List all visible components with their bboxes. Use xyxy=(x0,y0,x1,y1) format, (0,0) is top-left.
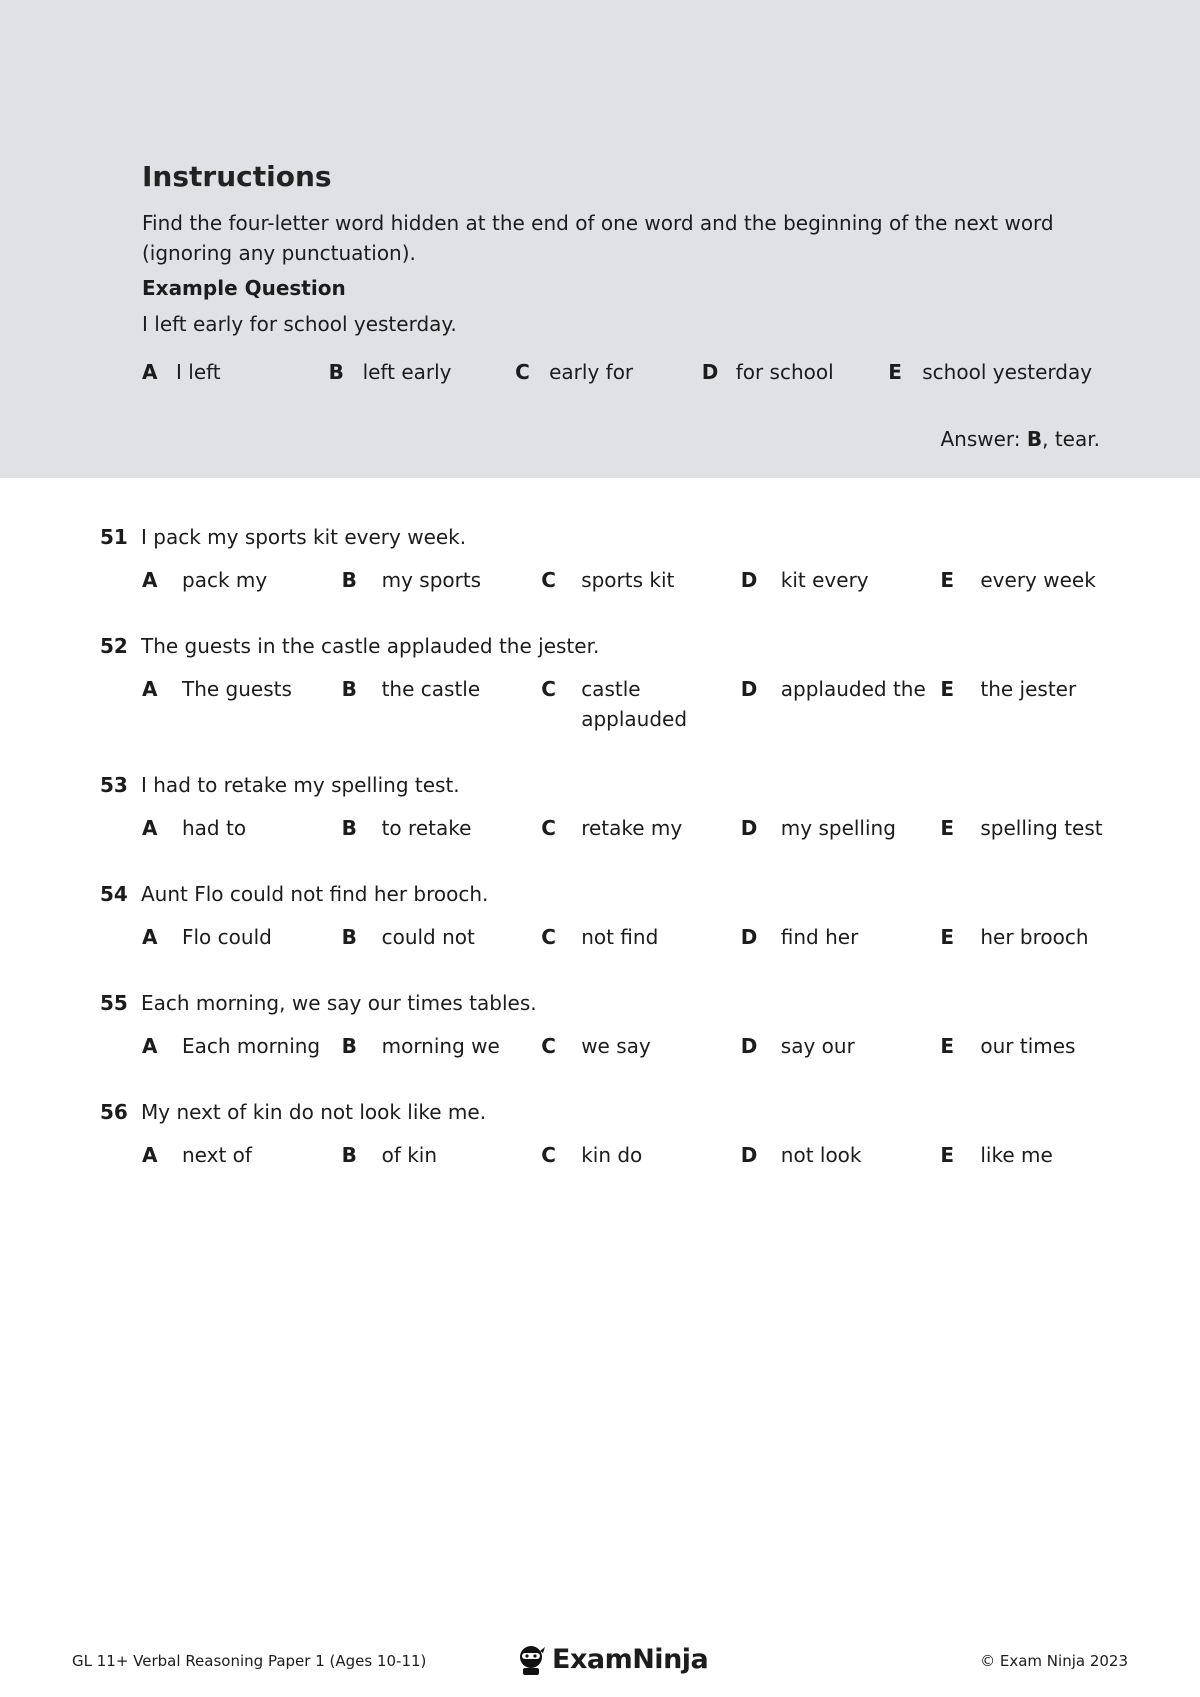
option-letter: D xyxy=(701,360,719,384)
option-text: like me xyxy=(980,1143,1053,1167)
option-text: her brooch xyxy=(980,925,1089,949)
answer-options xyxy=(142,1140,1140,1170)
page-footer xyxy=(0,1640,1200,1680)
question-number: 51 xyxy=(100,525,128,549)
option-d[interactable] xyxy=(741,1140,941,1170)
option-letter: B xyxy=(341,816,357,840)
option-text: Each morning xyxy=(182,1034,321,1058)
option-text: left early xyxy=(362,360,452,384)
question-56 xyxy=(100,1098,1140,1170)
option-letter: D xyxy=(740,925,758,949)
option-letter: E xyxy=(888,360,902,384)
copyright: © Exam Ninja 2023 xyxy=(980,1652,1128,1670)
option-d[interactable] xyxy=(741,813,941,843)
option-letter: C xyxy=(515,360,530,384)
option-letter: B xyxy=(341,677,357,701)
option-letter: D xyxy=(740,677,758,701)
option-letter: C xyxy=(541,677,556,701)
answer-letter: B xyxy=(1026,427,1043,451)
question-number: 54 xyxy=(100,882,128,906)
question-sentence: I had to retake my spelling test. xyxy=(141,773,460,797)
option-e[interactable] xyxy=(940,813,1140,843)
question-sentence: I pack my sports kit every week. xyxy=(141,525,467,549)
option-a[interactable] xyxy=(142,565,342,595)
example-option xyxy=(888,360,1102,384)
answer-options xyxy=(142,674,1140,734)
option-c[interactable] xyxy=(541,565,741,595)
option-text: early for xyxy=(549,360,634,384)
option-letter: C xyxy=(541,1034,556,1058)
answer-options xyxy=(142,1031,1140,1061)
option-letter: D xyxy=(740,816,758,840)
option-text: morning we xyxy=(381,1034,500,1058)
option-letter: B xyxy=(341,1034,357,1058)
option-text: my spelling xyxy=(780,816,896,840)
example-option xyxy=(515,360,702,384)
option-text: applauded the xyxy=(780,677,926,701)
option-b[interactable] xyxy=(342,565,542,595)
option-letter: C xyxy=(541,816,556,840)
example-option xyxy=(329,360,516,384)
option-b[interactable] xyxy=(342,1140,542,1170)
option-e[interactable] xyxy=(940,922,1140,952)
question-sentence: My next of kin do not look like me. xyxy=(141,1100,487,1124)
option-letter: A xyxy=(142,1034,158,1058)
example-sentence: I left early for school yesterday. xyxy=(142,312,457,336)
option-letter: A xyxy=(142,925,158,949)
question-number: 55 xyxy=(100,991,128,1015)
option-letter: A xyxy=(142,1143,158,1167)
option-e[interactable] xyxy=(940,1140,1140,1170)
ninja-icon xyxy=(516,1642,546,1676)
question-52 xyxy=(100,632,1140,734)
option-text: could not xyxy=(381,925,475,949)
option-b[interactable] xyxy=(342,813,542,843)
option-letter: B xyxy=(341,568,357,592)
option-a[interactable] xyxy=(142,674,342,734)
option-text: kin do xyxy=(581,1143,643,1167)
option-letter: E xyxy=(940,1143,955,1167)
option-e[interactable] xyxy=(940,674,1140,734)
option-letter: C xyxy=(541,568,556,592)
instructions-panel xyxy=(0,0,1200,478)
option-text: had to xyxy=(182,816,247,840)
option-letter: E xyxy=(940,568,955,592)
option-text: spelling test xyxy=(980,816,1103,840)
question-sentence: The guests in the castle applauded the jester. xyxy=(141,634,600,658)
paper-title: GL 11+ Verbal Reasoning Paper 1 (Ages 10-11) xyxy=(72,1652,427,1670)
option-letter: D xyxy=(740,568,758,592)
option-letter: D xyxy=(740,1143,758,1167)
option-text: my sports xyxy=(381,568,482,592)
option-b[interactable] xyxy=(342,922,542,952)
option-letter: B xyxy=(328,360,344,384)
option-d[interactable] xyxy=(741,922,941,952)
question-number: 56 xyxy=(100,1100,128,1124)
answer-suffix: , tear. xyxy=(1042,427,1100,451)
option-e[interactable] xyxy=(940,565,1140,595)
option-c[interactable] xyxy=(541,674,741,734)
option-text: castle applauded xyxy=(581,677,688,731)
question-number: 52 xyxy=(100,634,128,658)
example-answer xyxy=(940,427,1100,451)
option-letter: C xyxy=(541,1143,556,1167)
examninja-logo xyxy=(516,1642,708,1676)
option-letter: B xyxy=(341,925,357,949)
option-letter: E xyxy=(940,925,955,949)
option-c[interactable] xyxy=(541,1140,741,1170)
option-text: not look xyxy=(780,1143,862,1167)
option-b[interactable] xyxy=(342,1031,542,1061)
example-option xyxy=(142,360,329,384)
option-c[interactable] xyxy=(541,1031,741,1061)
option-letter: A xyxy=(142,677,158,701)
option-text: sports kit xyxy=(581,568,675,592)
option-text: our times xyxy=(980,1034,1076,1058)
question-55 xyxy=(100,989,1140,1061)
option-text: of kin xyxy=(381,1143,438,1167)
option-e[interactable] xyxy=(940,1031,1140,1061)
option-letter: D xyxy=(740,1034,758,1058)
option-text: I left xyxy=(176,360,221,384)
question-53 xyxy=(100,771,1140,843)
question-54 xyxy=(100,880,1140,952)
option-text: every week xyxy=(980,568,1096,592)
option-text: the castle xyxy=(381,677,481,701)
option-letter: E xyxy=(940,816,955,840)
option-letter: A xyxy=(142,360,158,384)
option-a[interactable] xyxy=(142,922,342,952)
option-letter: A xyxy=(142,816,158,840)
option-letter: E xyxy=(940,677,955,701)
option-letter: B xyxy=(341,1143,357,1167)
option-c[interactable] xyxy=(541,922,741,952)
option-text: school yesterday xyxy=(922,360,1093,384)
option-text: The guests xyxy=(182,677,292,701)
option-text: kit every xyxy=(780,568,869,592)
option-b[interactable] xyxy=(342,674,542,734)
option-text: not find xyxy=(581,925,659,949)
option-a[interactable] xyxy=(142,1031,342,1061)
option-text: for school xyxy=(735,360,834,384)
option-text: find her xyxy=(780,925,859,949)
example-option xyxy=(702,360,889,384)
option-text: retake my xyxy=(581,816,683,840)
question-number: 53 xyxy=(100,773,128,797)
answer-options xyxy=(142,565,1140,595)
option-text: the jester xyxy=(980,677,1077,701)
option-d[interactable] xyxy=(741,674,941,734)
option-text: next of xyxy=(182,1143,252,1167)
example-heading: Example Question xyxy=(142,276,346,300)
option-letter: A xyxy=(142,568,158,592)
question-51 xyxy=(100,523,1140,595)
option-d[interactable] xyxy=(741,565,941,595)
question-sentence: Each morning, we say our times tables. xyxy=(141,991,537,1015)
option-text: say our xyxy=(780,1034,855,1058)
question-sentence: Aunt Flo could not find her brooch. xyxy=(141,882,489,906)
example-options xyxy=(142,360,1102,384)
instructions-title: Instructions xyxy=(142,160,332,193)
option-c[interactable] xyxy=(541,813,741,843)
option-letter: E xyxy=(940,1034,955,1058)
option-text: to retake xyxy=(381,816,472,840)
instructions-text: Find the four-letter word hidden at the end of one word and the beginning of the next word (ignoring any punctuation). xyxy=(142,211,1054,265)
answer-options xyxy=(142,813,1140,843)
option-a[interactable] xyxy=(142,813,342,843)
option-text: we say xyxy=(581,1034,651,1058)
answer-prefix: Answer: xyxy=(940,427,1027,451)
logo-wordmark: ExamNinja xyxy=(552,1643,709,1675)
option-text: pack my xyxy=(182,568,268,592)
option-a[interactable] xyxy=(142,1140,342,1170)
option-text: Flo could xyxy=(182,925,272,949)
answer-options xyxy=(142,922,1140,952)
option-d[interactable] xyxy=(741,1031,941,1061)
option-letter: C xyxy=(541,925,556,949)
